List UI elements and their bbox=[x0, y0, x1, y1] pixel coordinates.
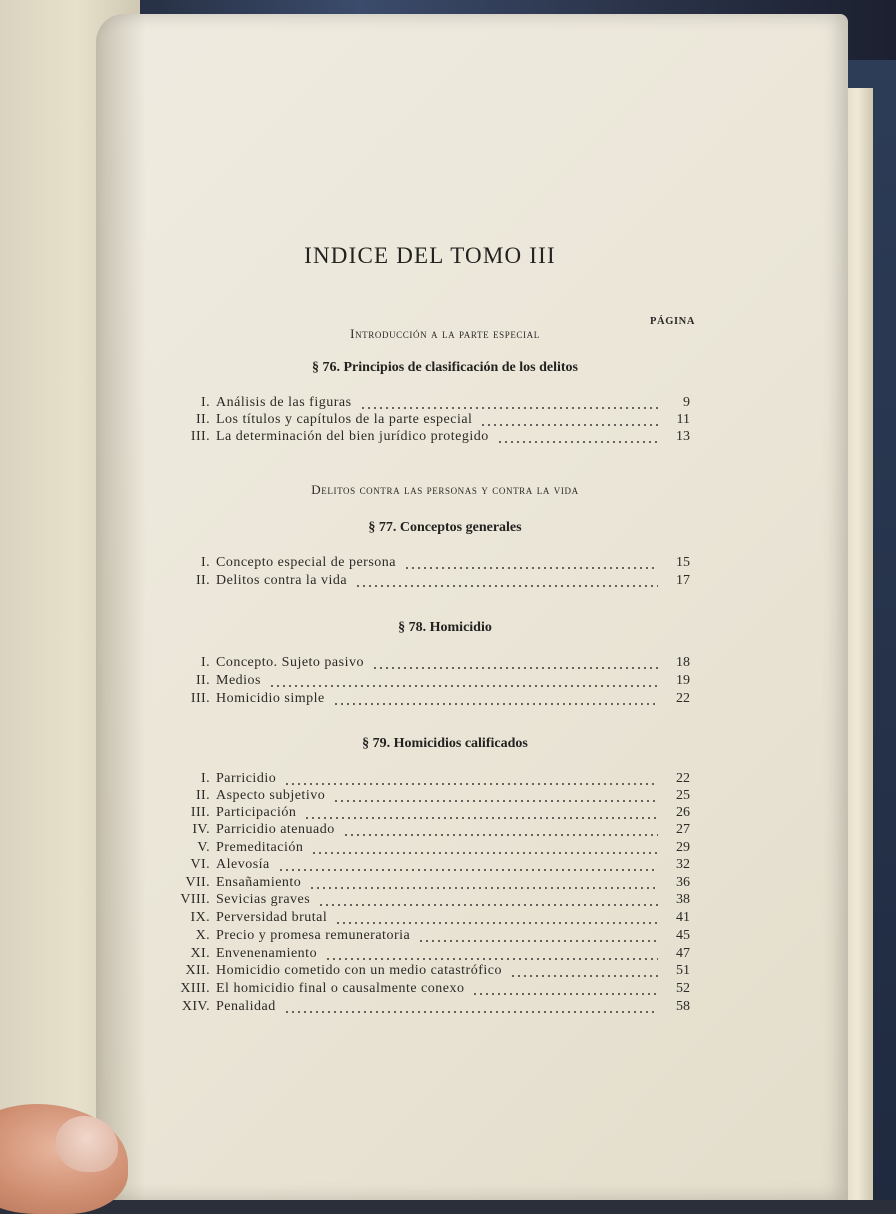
entry-label: Participación bbox=[216, 805, 297, 820]
leader-dots bbox=[318, 904, 658, 906]
entry-number: XIII. bbox=[180, 981, 210, 996]
leader-dots bbox=[304, 817, 658, 819]
toc-entry bbox=[150, 429, 690, 447]
entry-label: Concepto especial de persona bbox=[216, 555, 396, 570]
entry-number: IX. bbox=[190, 910, 210, 925]
entry-number: VIII. bbox=[180, 892, 210, 907]
entry-page: 58 bbox=[676, 999, 690, 1014]
leader-dots bbox=[404, 567, 658, 569]
entry-number: I. bbox=[201, 655, 210, 670]
entry-page: 22 bbox=[676, 771, 690, 786]
leader-dots bbox=[333, 703, 658, 705]
entry-number: XIV. bbox=[181, 999, 210, 1014]
toc-entry bbox=[150, 395, 690, 413]
entry-number: VI. bbox=[190, 857, 210, 872]
toc-entry bbox=[150, 655, 690, 673]
leader-dots bbox=[343, 834, 658, 836]
entry-number: II. bbox=[195, 673, 210, 688]
leader-dots bbox=[278, 869, 658, 871]
toc-entry bbox=[150, 412, 690, 430]
entry-page: 38 bbox=[676, 892, 690, 907]
leader-dots bbox=[335, 922, 658, 924]
entry-page: 27 bbox=[676, 822, 690, 837]
leader-dots bbox=[510, 975, 658, 977]
entry-label: Delitos contra la vida bbox=[216, 573, 348, 588]
entry-label: Los títulos y capítulos de la parte especial bbox=[216, 412, 473, 427]
leader-dots bbox=[355, 585, 658, 587]
toc-entry bbox=[150, 999, 690, 1017]
entry-page: 18 bbox=[676, 655, 690, 670]
page-column-label: PÁGINA bbox=[650, 316, 696, 327]
entry-number: X. bbox=[195, 928, 210, 943]
toc-entry bbox=[150, 910, 690, 928]
entry-number: III. bbox=[190, 805, 210, 820]
leader-dots bbox=[311, 852, 658, 854]
leader-dots bbox=[360, 407, 658, 409]
toc-entry bbox=[150, 892, 690, 910]
entry-label: Precio y promesa remuneratoria bbox=[216, 928, 411, 943]
toc-entry bbox=[150, 857, 690, 875]
toc-entry bbox=[150, 573, 690, 591]
entry-page: 32 bbox=[676, 857, 690, 872]
entry-number: II. bbox=[195, 573, 210, 588]
leader-dots bbox=[284, 1011, 658, 1013]
leader-dots bbox=[418, 940, 658, 942]
entry-label: Análisis de las figuras bbox=[216, 395, 352, 410]
entry-label: Parricidio bbox=[216, 771, 277, 786]
entry-page: 15 bbox=[676, 555, 690, 570]
page-title: INDICE DEL TOMO III bbox=[304, 243, 556, 268]
entry-number: V. bbox=[197, 840, 210, 855]
entry-page: 25 bbox=[676, 788, 690, 803]
toc-entry bbox=[150, 981, 690, 999]
entry-label: Medios bbox=[216, 673, 261, 688]
entry-page: 26 bbox=[676, 805, 690, 820]
leader-dots bbox=[333, 800, 658, 802]
leader-dots bbox=[269, 685, 658, 687]
entry-number: I. bbox=[201, 555, 210, 570]
entry-page: 41 bbox=[676, 910, 690, 925]
leader-dots bbox=[480, 424, 658, 426]
entry-label: El homicidio final o causalmente conexo bbox=[216, 981, 465, 996]
paragraph-heading: § 78. Homicidio bbox=[398, 620, 492, 635]
toc-entry bbox=[150, 840, 690, 858]
paragraph-heading: § 76. Principios de clasificación de los delitos bbox=[312, 360, 578, 375]
entry-label: Envenenamiento bbox=[216, 946, 318, 961]
entry-page: 45 bbox=[676, 928, 690, 943]
entry-label: Premeditación bbox=[216, 840, 304, 855]
entry-number: IV. bbox=[192, 822, 210, 837]
entry-number: II. bbox=[195, 788, 210, 803]
entry-page: 29 bbox=[676, 840, 690, 855]
entry-label: Perversidad brutal bbox=[216, 910, 328, 925]
paragraph-heading: § 79. Homicidios calificados bbox=[362, 736, 528, 751]
entry-page: 19 bbox=[676, 673, 690, 688]
entry-page: 13 bbox=[676, 429, 690, 444]
toc-entry bbox=[150, 963, 690, 981]
toc-entry bbox=[150, 691, 690, 709]
toc-entry bbox=[150, 805, 690, 823]
leader-dots bbox=[284, 783, 658, 785]
entry-label: Homicidio simple bbox=[216, 691, 325, 706]
leader-dots bbox=[325, 958, 658, 960]
entry-page: 52 bbox=[676, 981, 690, 996]
leader-dots bbox=[372, 667, 658, 669]
entry-page: 36 bbox=[676, 875, 690, 890]
toc-entry bbox=[150, 771, 690, 789]
entry-label: Ensañamiento bbox=[216, 875, 302, 890]
entry-number: I. bbox=[201, 395, 210, 410]
book-page bbox=[96, 14, 848, 1200]
toc-entry bbox=[150, 673, 690, 691]
entry-number: XII. bbox=[185, 963, 210, 978]
entry-number: III. bbox=[190, 691, 210, 706]
entry-label: Homicidio cometido con un medio catastrófico bbox=[216, 963, 502, 978]
entry-page: 11 bbox=[676, 412, 690, 427]
entry-page: 51 bbox=[676, 963, 690, 978]
entry-label: Aspecto subjetivo bbox=[216, 788, 326, 803]
entry-page: 22 bbox=[676, 691, 690, 706]
entry-page: 17 bbox=[676, 573, 690, 588]
toc-entry bbox=[150, 788, 690, 806]
entry-page: 9 bbox=[683, 395, 690, 410]
leader-dots bbox=[497, 441, 658, 443]
page-gutter-shadow bbox=[96, 14, 146, 1200]
toc-entry bbox=[150, 555, 690, 573]
leader-dots bbox=[472, 993, 658, 995]
entry-label: Sevicias graves bbox=[216, 892, 311, 907]
leader-dots bbox=[309, 887, 658, 889]
toc-entry bbox=[150, 928, 690, 946]
entry-label: La determinación del bien jurídico protegido bbox=[216, 429, 489, 444]
section-heading: Introducción a la parte especial bbox=[350, 326, 540, 341]
entry-number: I. bbox=[201, 771, 210, 786]
toc-entry bbox=[150, 875, 690, 893]
section-heading: Delitos contra las personas y contra la vida bbox=[311, 482, 579, 497]
paragraph-heading: § 77. Conceptos generales bbox=[368, 520, 522, 535]
toc-entry bbox=[150, 822, 690, 840]
entry-label: Alevosía bbox=[216, 857, 270, 872]
entry-number: III. bbox=[190, 429, 210, 444]
entry-label: Penalidad bbox=[216, 999, 276, 1014]
entry-label: Parricidio atenuado bbox=[216, 822, 335, 837]
entry-number: VII. bbox=[185, 875, 210, 890]
entry-label: Concepto. Sujeto pasivo bbox=[216, 655, 364, 670]
entry-page: 47 bbox=[676, 946, 690, 961]
entry-number: XI. bbox=[190, 946, 210, 961]
entry-number: II. bbox=[195, 412, 210, 427]
toc-entry bbox=[150, 946, 690, 964]
